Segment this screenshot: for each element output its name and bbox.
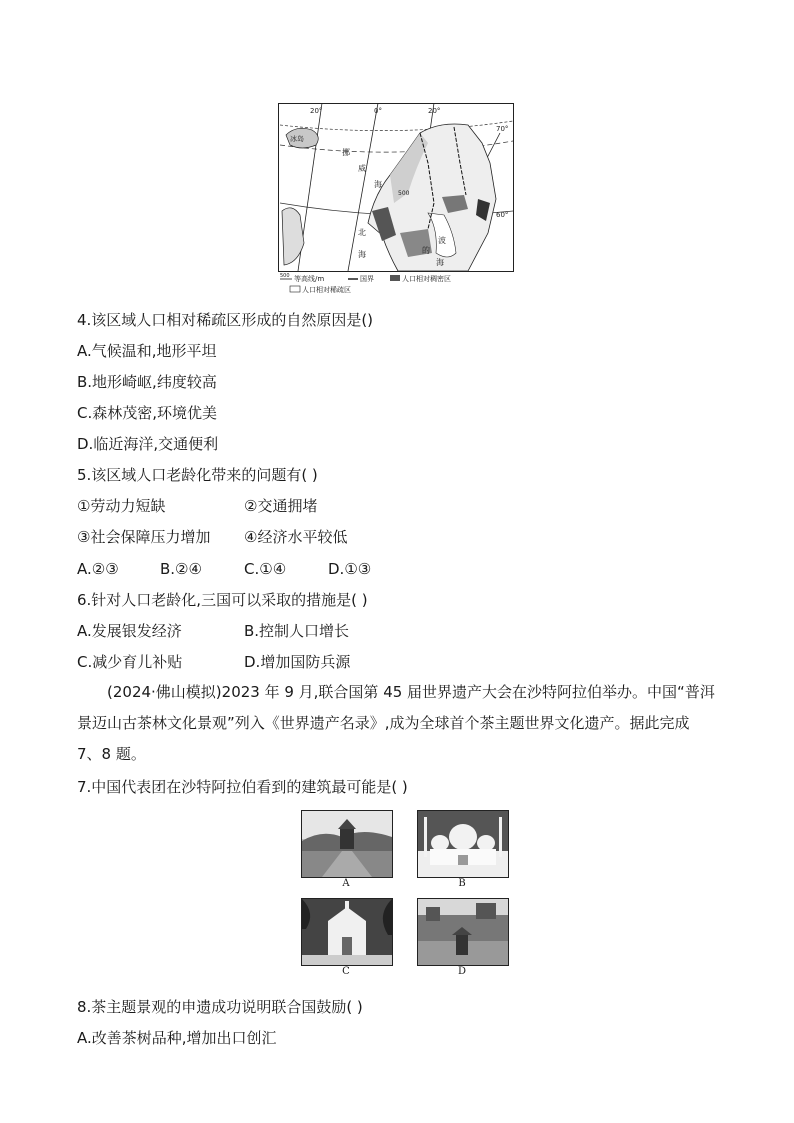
legend-dense: 人口相对稠密区 <box>402 275 451 283</box>
q6-option-b: B.控制人口增长 <box>244 622 350 640</box>
photo-c-caption: C <box>342 966 350 977</box>
q4-option-d: D.临近海洋,交通便利 <box>77 435 219 453</box>
photo-d <box>417 898 509 966</box>
map-label-lat-60: 60° <box>496 211 509 219</box>
q5-option-c: C.①④ <box>244 560 287 578</box>
map-label-500: 500 <box>398 190 410 197</box>
photo-a-caption: A <box>342 878 350 889</box>
map-label-hai1: 海 <box>374 180 382 189</box>
legend-sparse: 人口相对稀疏区 <box>302 286 351 294</box>
map-label-wei: 威 <box>358 164 366 173</box>
map-label-bei: 北 <box>358 228 366 237</box>
q5-item-3: ③社会保障压力增加 <box>77 528 211 546</box>
q4-option-c: C.森林茂密,环境优美 <box>77 404 218 422</box>
q5-stem: 5.该区域人口老龄化带来的问题有( ) <box>77 466 318 484</box>
map-label-de: 的 <box>422 246 430 255</box>
map-label-lon-0: 0° <box>374 107 382 115</box>
map-label-bingdao: 冰岛 <box>290 135 304 143</box>
q5-item-1: ①劳动力短缺 <box>77 497 166 515</box>
q5-item-4: ④经济水平较低 <box>244 528 348 546</box>
map-label-lon-e20: 20° <box>428 107 441 115</box>
q8-stem: 8.茶主题景观的申遗成功说明联合国鼓励( ) <box>77 998 363 1016</box>
scandinavia-map <box>278 103 514 295</box>
q6-stem: 6.针对人口老龄化,三国可以采取的措施是( ) <box>77 591 368 609</box>
material-paragraph: (2024·佛山模拟)2023 年 9 月,联合国第 45 届世界遗产大会在沙特阿拉伯举办。中国“普洱景迈山古茶林文化景观”列入《世界遗产名录》,成为全球首个茶主题世界文化遗产。据此完成 7、8 题。 <box>77 683 715 763</box>
q5-option-d: D.①③ <box>328 560 372 578</box>
photo-d-caption: D <box>457 966 467 977</box>
photo-c <box>301 898 393 966</box>
photo-b-caption: B <box>458 878 466 889</box>
q8-option-a: A.改善茶树品种,增加出口创汇 <box>77 1029 277 1047</box>
q6-option-a: A.发展银发经济 <box>77 622 182 640</box>
map-label-bo: 波 <box>438 236 446 245</box>
legend-contour: 等高线/m <box>294 275 325 283</box>
q5-option-b: B.②④ <box>160 560 202 578</box>
q4-option-b: B.地形崎岖,纬度较高 <box>77 373 217 391</box>
map-label-lat-70: 70° <box>496 125 509 133</box>
legend-border: 国界 <box>360 275 374 283</box>
photo-a <box>301 810 393 878</box>
map-label-nuo: 挪 <box>342 148 350 157</box>
photo-b <box>417 810 509 878</box>
q5-item-2: ②交通拥堵 <box>244 497 318 515</box>
map-label-hai2: 海 <box>358 250 366 259</box>
legend-contour-value: 500 <box>280 273 290 279</box>
map-legend <box>280 273 451 294</box>
q7-stem: 7.中国代表团在沙特阿拉伯看到的建筑最可能是( ) <box>77 778 408 796</box>
q5-option-a: A.②③ <box>77 560 119 578</box>
q4-stem: 4.该区域人口相对稀疏区形成的自然原因是() <box>77 311 374 329</box>
q4-option-a: A.气候温和,地形平坦 <box>77 342 217 360</box>
q6-option-c: C.减少育儿补贴 <box>77 653 183 671</box>
q6-option-d: D.增加国防兵源 <box>244 653 351 671</box>
map-label-hai3: 海 <box>436 258 444 267</box>
map-label-lon-w20: 20° <box>310 107 323 115</box>
